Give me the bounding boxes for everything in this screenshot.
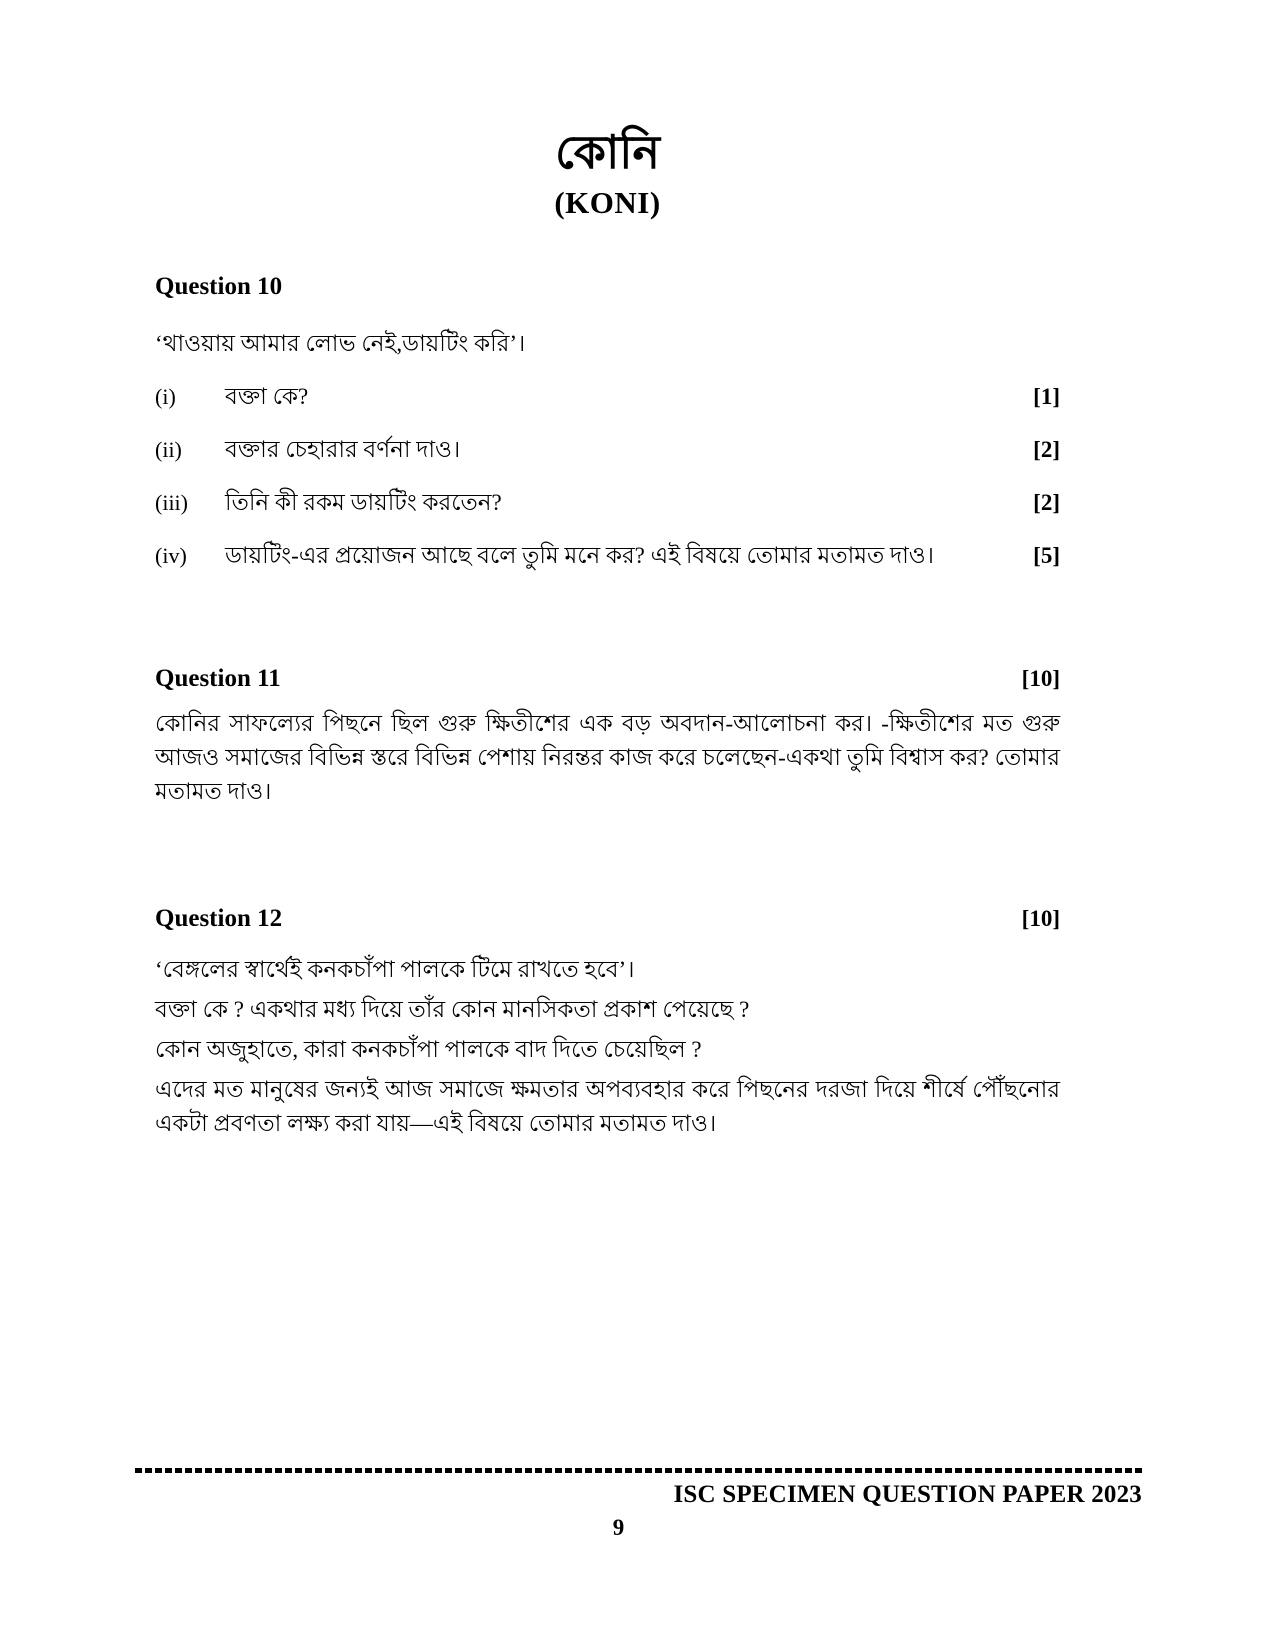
question-12-line: বক্তা কে ? একথার মধ্য দিয়ে তাঁর কোন মানসিকতা প্রকাশ পেয়েছে ? <box>155 996 750 1022</box>
title-block <box>155 128 1060 221</box>
chapter-title-english: (KONI) <box>554 184 661 220</box>
subquestion-row <box>155 486 1060 520</box>
subquestion-marks: [2] <box>1033 489 1060 515</box>
subquestion-text: বক্তা কে? <box>225 383 309 409</box>
subquestion-text: বক্তার চেহারার বর্ণনা দাও। <box>225 436 461 462</box>
footer-paper-title: ISC SPECIMEN QUESTION PAPER 2023 <box>673 1481 1142 1508</box>
page-footer <box>135 1468 1142 1541</box>
question-11-marks: [10] <box>1021 665 1060 691</box>
subquestion-row <box>155 539 1060 573</box>
chapter-title-bengali: কোনি <box>555 127 660 178</box>
subquestion-number: (iv) <box>155 542 187 568</box>
subquestion-marks: [1] <box>1033 383 1060 409</box>
question-12-marks: [10] <box>1021 905 1060 931</box>
subquestion-row <box>155 380 1060 414</box>
question-12-heading-row <box>155 905 1060 933</box>
subquestion-number: (ii) <box>155 436 182 462</box>
question-12-line: এদের মত মানুষের জন্যই আজ সমাজে ক্ষমতার অপব্যবহার করে পিছনের দরজা দিয়ে শীর্ষে পৌঁছনোর একটা প্রবণতা লক্ষ্য করা যায়—এই বিষয়ে তোমার মতামত দাও। <box>155 1076 1060 1136</box>
page-content <box>155 0 1060 1147</box>
question-11-body: কোনির সাফল্যের পিছনে ছিল গুরু ক্ষিতীশের এক বড় অবদান-আলোচনা কর। -ক্ষিতীশের মত গুরু আজও সমাজের বিভিন্ন স্তরে বিভিন্ন পেশায় নিরন্তর কাজ করে চলেছেন-একথা তুমি বিশ্বাস কর? তোমার মতামত দাও। <box>155 710 1060 804</box>
question-12-line: ‘বেঙ্গলের স্বার্থেই কনকচাঁপা পালকে টিমে রাখতে হবে’। <box>155 956 635 982</box>
subquestion-text: ডায়টিং-এর প্রয়োজন আছে বলে তুমি মনে কর? এই বিষয়ে তোমার মতামত দাও। <box>225 542 934 568</box>
subquestion-marks: [5] <box>1033 542 1060 568</box>
question-11-heading-row <box>155 665 1060 693</box>
page-number: 9 <box>612 1515 625 1540</box>
question-12-body <box>155 953 1060 1141</box>
subquestion-text: তিনি কী রকম ডায়টিং করতেন? <box>225 489 502 515</box>
subquestion-number: (i) <box>155 383 176 409</box>
subquestion-row <box>155 433 1060 467</box>
question-12-heading: Question 12 <box>155 904 283 932</box>
question-10-intro-quote: ‘থাওয়ায় আমার লোভ নেই,ডায়টিং করি’। <box>155 330 526 356</box>
question-11-heading: Question 11 <box>155 664 281 692</box>
footer-dashed-rule <box>135 1468 1142 1473</box>
subquestion-number: (iii) <box>155 489 188 515</box>
question-10-heading: Question 10 <box>155 272 283 300</box>
subquestion-marks: [2] <box>1033 436 1060 462</box>
question-12-line: কোন অজুহাতে, কারা কনকচাঁপা পালকে বাদ দিতে চেয়েছিল ? <box>155 1036 702 1062</box>
question-10-heading-row <box>155 273 1060 301</box>
